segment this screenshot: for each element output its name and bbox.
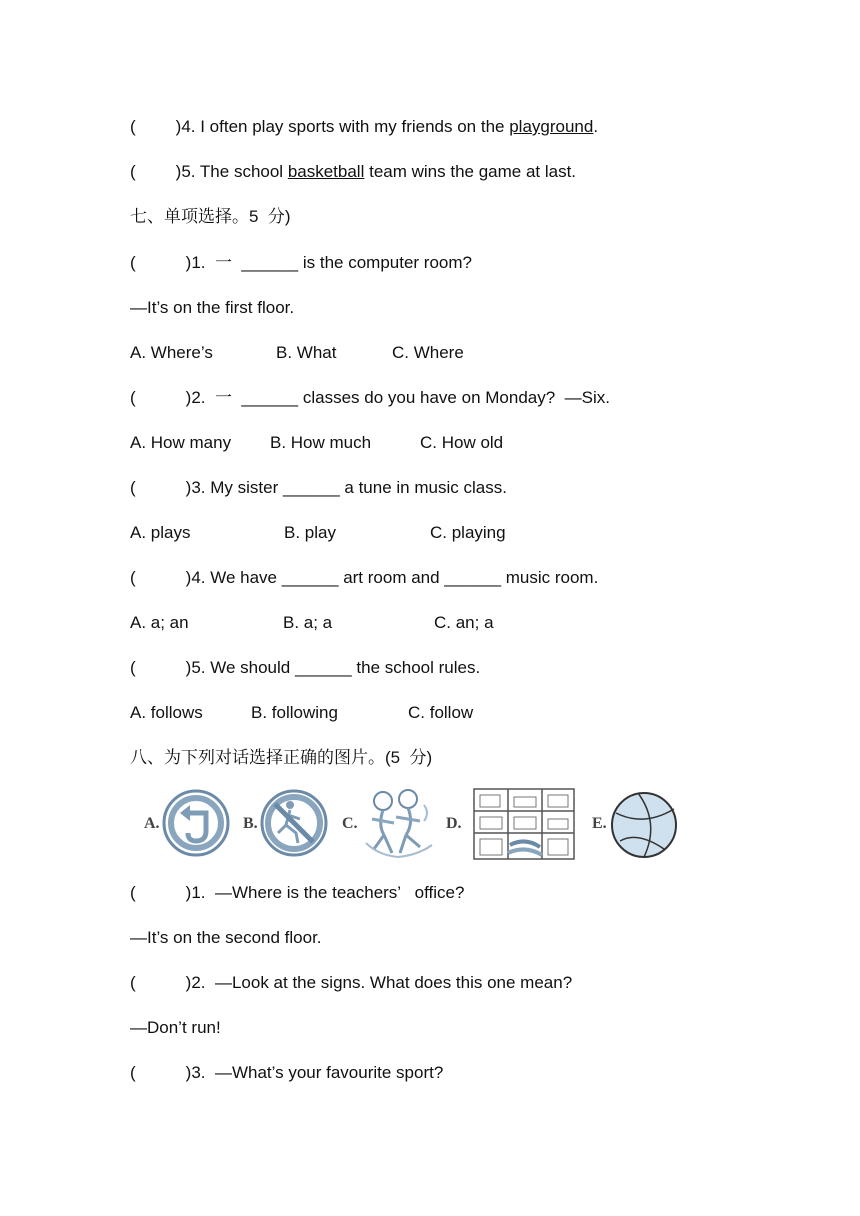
picture-label-b: B. (243, 815, 258, 832)
part7-question-3: ( )3. My sister ______ a tune in music class. (130, 478, 507, 497)
answer-bracket: ( (130, 162, 136, 181)
picture-options-row (140, 783, 680, 865)
option-b: B. What (276, 343, 337, 362)
option-a: A. follows (130, 703, 203, 722)
answer-bracket: ( (130, 883, 136, 902)
no-turn-sign-icon (160, 783, 230, 865)
part7-question-5: ( )5. We should ______ the school rules. (130, 658, 481, 677)
picture-label-e: E. (592, 815, 607, 832)
part7-question-4: ( )4. We have ______ art room and ______ music room. (130, 568, 599, 587)
part8-answer-line-1: —It’s on the second floor. (130, 928, 322, 947)
option-c: C. follow (408, 703, 474, 722)
option-a: A. plays (130, 523, 191, 542)
picture-label-c: C. (342, 815, 358, 832)
answer-bracket: ( (130, 658, 136, 677)
option-a: A. Where’s (130, 343, 213, 362)
option-b: B. play (284, 523, 336, 542)
picture-label-a: A. (144, 815, 160, 832)
underlined-word: basketball (287, 162, 365, 181)
answer-bracket: ( (130, 388, 136, 407)
part8-answer-line-2: —Don’t run! (130, 1018, 221, 1037)
part7-answer-line-1: —It’s on the first floor. (130, 298, 295, 317)
no-running-sign-icon (258, 783, 330, 865)
answer-bracket: ( (130, 568, 136, 587)
underlined-word: playground (509, 117, 594, 136)
answer-bracket: ( (130, 1063, 136, 1082)
picture-label-d: D. (446, 815, 462, 832)
section-heading-part8: 八、为下列对话选择正确的图片。(5 分) (130, 748, 433, 767)
part7-question-2: ( )2. 一 ______ classes do you have on Monday? —Six. (130, 388, 610, 407)
answer-bracket: ( (130, 253, 136, 272)
part8-question-3: ( )3. —What’s your favourite sport? (130, 1063, 444, 1082)
option-a: A. How many (130, 433, 232, 452)
answer-bracket: ( (130, 478, 136, 497)
part6-question-5: ( )5. The school basketball team wins the game at last. (130, 162, 577, 181)
school-building-illustration (470, 783, 580, 865)
option-b: B. How much (270, 433, 372, 452)
option-c: C. Where (392, 343, 464, 362)
answer-bracket: ( (130, 973, 136, 992)
part8-question-1: ( )1. —Where is the teachers’ office? (130, 883, 465, 902)
part7-question-1: ( )1. 一 ______ is the computer room? (130, 253, 472, 272)
option-c: C. an; a (434, 613, 494, 632)
option-c: C. How old (420, 433, 504, 452)
children-running-illustration (358, 783, 438, 865)
answer-bracket: ( (130, 117, 136, 136)
option-a: A. a; an (130, 613, 189, 632)
section-heading-part7: 七、单项选择。5 分) (130, 207, 291, 226)
part6-question-4: ( )4. I often play sports with my friends on the playground. (130, 117, 599, 136)
part8-question-2: ( )2. —Look at the signs. What does this one mean? (130, 973, 573, 992)
option-b: B. following (251, 703, 338, 722)
option-b: B. a; a (283, 613, 333, 632)
option-c: C. playing (430, 523, 506, 542)
basketball-icon (608, 783, 680, 865)
